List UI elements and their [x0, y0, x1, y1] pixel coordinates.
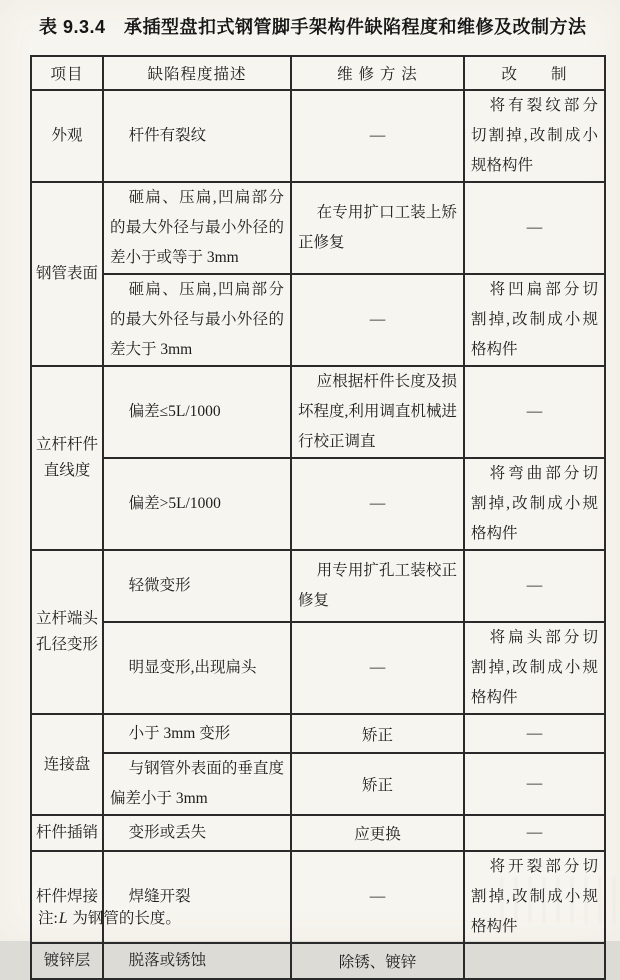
- repair-cell: —: [291, 274, 464, 366]
- repair-cell: —: [291, 851, 464, 943]
- table-row: [31, 182, 605, 274]
- item-cell: 杆件焊接: [31, 851, 103, 943]
- rework-cell: [464, 943, 605, 979]
- repair-cell: 除锈、镀锌: [291, 943, 464, 979]
- header-repair-method: 维 修 方 法: [291, 56, 464, 90]
- rework-cell: —: [464, 714, 605, 753]
- defect-cell: 脱落或锈蚀: [103, 943, 291, 979]
- defect-cell: 轻微变形: [103, 550, 291, 622]
- item-cell: 连接盘: [31, 714, 103, 815]
- defect-table: [30, 55, 606, 980]
- header-row: [31, 56, 605, 90]
- footnote: [38, 906, 181, 928]
- defect-cell: 砸扁、压扁,凹扁部分的最大外径与最小外径的差小于或等于 3mm: [103, 182, 291, 274]
- table-row: [31, 714, 605, 753]
- repair-cell: —: [291, 90, 464, 182]
- defect-cell: 小于 3mm 变形: [103, 714, 291, 753]
- header-defect-description: 缺陷程度描述: [103, 56, 291, 90]
- table-row: [31, 90, 605, 182]
- table-row: [31, 550, 605, 622]
- rework-cell: —: [464, 366, 605, 458]
- repair-cell: 矫正: [291, 753, 464, 815]
- repair-cell: 应根据杆件长度及损坏程度,利用调直机械进行校正调直: [291, 366, 464, 458]
- table-row: [31, 815, 605, 851]
- item-cell: 立杆端头孔径变形: [31, 550, 103, 714]
- defect-cell: 偏差>5L/1000: [103, 458, 291, 550]
- repair-cell: —: [291, 458, 464, 550]
- footnote-variable: L: [58, 910, 68, 927]
- rework-cell: 将扁头部分切割掉,改制成小规格构件: [464, 622, 605, 714]
- defect-cell: 与钢管外表面的垂直度偏差小于 3mm: [103, 753, 291, 815]
- item-cell: 杆件插销: [31, 815, 103, 851]
- footnote-text: 为钢管的长度。: [68, 910, 181, 927]
- repair-cell: 矫正: [291, 714, 464, 753]
- item-cell: 镀锌层: [31, 943, 103, 979]
- item-cell: 钢管表面: [31, 182, 103, 366]
- defect-cell: 偏差≤5L/1000: [103, 366, 291, 458]
- rework-cell: —: [464, 550, 605, 622]
- defect-cell: 杆件有裂纹: [103, 90, 291, 182]
- table-row: [31, 458, 605, 550]
- rework-cell: 将凹扁部分切割掉,改制成小规格构件: [464, 274, 605, 366]
- rework-cell: 将弯曲部分切割掉,改制成小规格构件: [464, 458, 605, 550]
- defect-cell: 焊缝开裂: [103, 851, 291, 943]
- table-row: [31, 943, 605, 979]
- defect-cell: 变形或丢失: [103, 815, 291, 851]
- defect-cell: 砸扁、压扁,凹扁部分的最大外径与最小外径的差大于 3mm: [103, 274, 291, 366]
- item-cell: 立杆杆件直线度: [31, 366, 103, 550]
- header-item: 项目: [31, 56, 103, 90]
- table-row: [31, 753, 605, 815]
- table-body: [31, 90, 605, 979]
- footnote-label: 注:: [38, 910, 58, 927]
- rework-cell: —: [464, 815, 605, 851]
- repair-cell: 应更换: [291, 815, 464, 851]
- table-row: [31, 274, 605, 366]
- repair-cell: 在专用扩口工装上矫正修复: [291, 182, 464, 274]
- header-rework: 改 制: [464, 56, 605, 90]
- item-cell: 外观: [31, 90, 103, 182]
- rework-cell: —: [464, 182, 605, 274]
- table-row: [31, 366, 605, 458]
- rework-cell: 将有裂纹部分切割掉,改制成小规格构件: [464, 90, 605, 182]
- table-row: [31, 851, 605, 943]
- table-caption: 表 9.3.4 承插型盘扣式钢管脚手架构件缺陷程度和维修及改制方法: [39, 17, 587, 37]
- rework-cell: 将开裂部分切割掉,改制成小规格构件: [464, 851, 605, 943]
- table-row: [31, 622, 605, 714]
- rework-cell: —: [464, 753, 605, 815]
- defect-cell: 明显变形,出现扁头: [103, 622, 291, 714]
- repair-cell: 用专用扩孔工装校正修复: [291, 550, 464, 622]
- repair-cell: —: [291, 622, 464, 714]
